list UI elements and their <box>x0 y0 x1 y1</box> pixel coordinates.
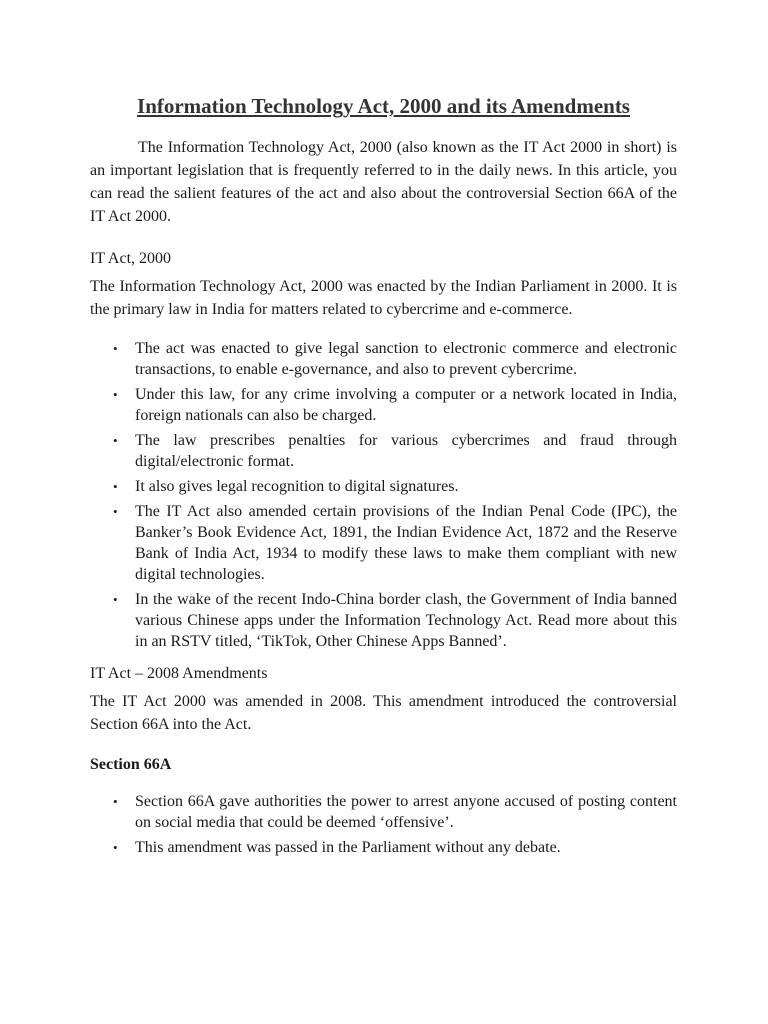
list-item-text: The act was enacted to give legal sanction to electronic commerce and electronic transactions, to enable e-governance, and also to prevent cybercrime. <box>135 340 677 378</box>
list-item-text: The IT Act also amended certain provisions of the Indian Penal Code (IPC), the Banker’s Book Evidence Act, 1891, the Indian Evidence Act, 1872 and the Reserve Bank of India Act, 1934 to modify these laws to make them compliant with new digital technologies. <box>135 503 677 583</box>
bullet-icon: • <box>113 433 118 448</box>
bullet-icon: • <box>113 504 118 519</box>
list-item <box>113 837 677 858</box>
list-item <box>113 476 677 497</box>
list-item <box>113 791 677 833</box>
section-heading-2008-amendments: IT Act – 2008 Amendments <box>90 665 268 682</box>
list-item-text: Section 66A gave authorities the power to arrest anyone accused of posting content on social media that could be deemed ‘offensive’. <box>135 793 677 831</box>
list-item-text: In the wake of the recent Indo-China border clash, the Government of India banned various Chinese apps under the Information Technology Act. Read more about this in an RSTV titled, ‘TikTok, Other Chinese Apps Banned’. <box>135 591 677 650</box>
document-title: Information Technology Act, 2000 and its Amendments <box>137 94 630 118</box>
list-item-text: This amendment was passed in the Parliament without any debate. <box>135 839 561 856</box>
list-item <box>113 338 677 380</box>
list-item <box>113 589 677 652</box>
section-heading-it-act-2000: IT Act, 2000 <box>90 250 172 267</box>
list-item-text: It also gives legal recognition to digital signatures. <box>135 478 459 495</box>
bullet-icon: • <box>113 840 118 855</box>
list-item <box>113 501 677 585</box>
bullet-list-section-66a <box>90 791 677 858</box>
list-item <box>113 384 677 426</box>
bullet-icon: • <box>113 592 118 607</box>
list-item-text: The law prescribes penalties for various cybercrimes and fraud through digital/electronic format. <box>135 432 677 470</box>
section-paragraph-it-act-2000: The Information Technology Act, 2000 was enacted by the Indian Parliament in 2000. It is the primary law in India for matters related to cybercrime and e-commerce. <box>90 278 677 318</box>
bullet-icon: • <box>113 341 118 356</box>
bullet-list-it-act-2000 <box>90 338 677 652</box>
bullet-icon: • <box>113 479 118 494</box>
bullet-icon: • <box>113 794 118 809</box>
list-item-text: Under this law, for any crime involving a computer or a network located in India, foreign nationals can also be charged. <box>135 386 677 424</box>
list-item <box>113 430 677 472</box>
bullet-icon: • <box>113 387 118 402</box>
intro-paragraph: The Information Technology Act, 2000 (also known as the IT Act 2000 in short) is an important legislation that is frequently referred to in the daily news. In this article, you can read the salient features of the act and also about the controversial Section 66A of the IT Act 2000. <box>90 139 677 225</box>
document-page <box>90 92 677 868</box>
section-heading-66a: Section 66A <box>90 756 172 773</box>
section-paragraph-2008-amendments: The IT Act 2000 was amended in 2008. This amendment introduced the controversial Section 66A into the Act. <box>90 693 677 733</box>
